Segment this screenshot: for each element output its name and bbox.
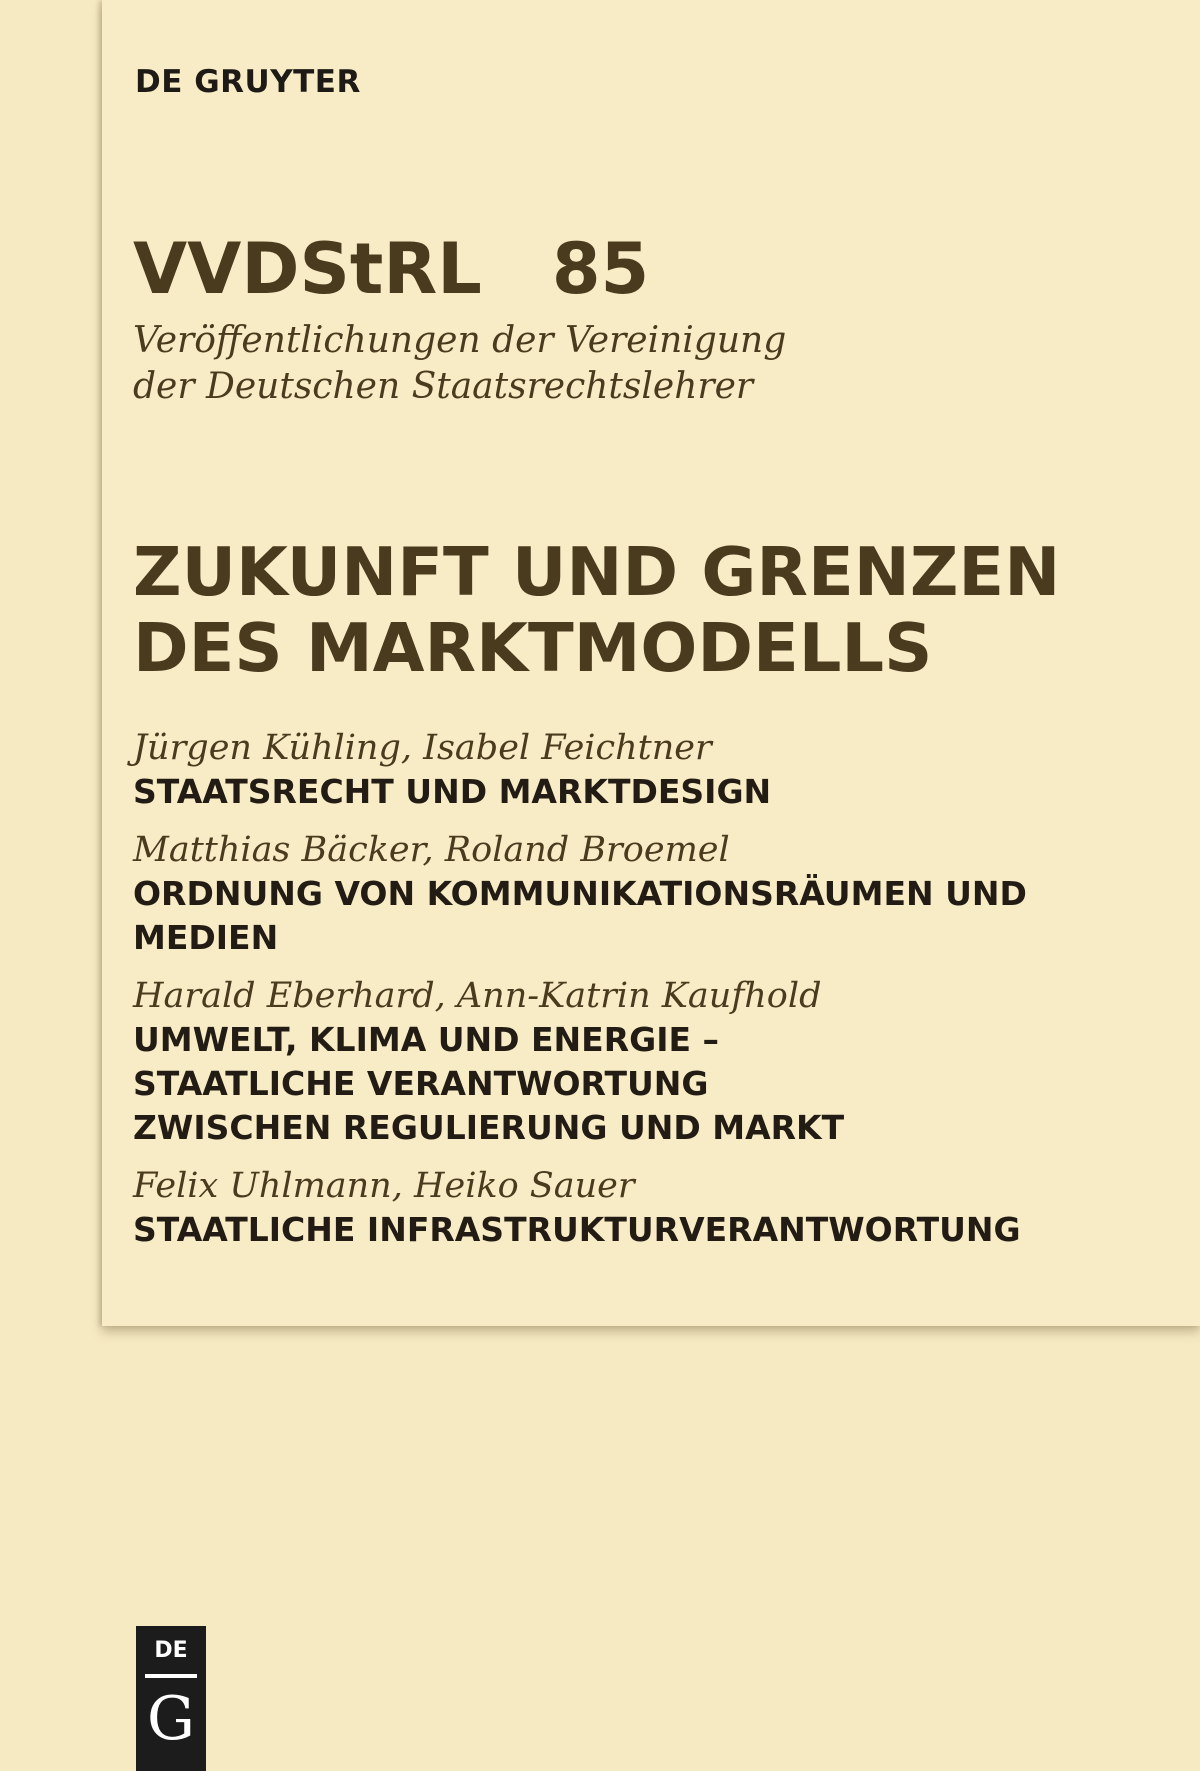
contribution-authors: Harald Eberhard, Ann-Katrin Kaufhold xyxy=(133,976,822,1016)
publisher-name: DE GRUYTER xyxy=(135,64,361,100)
series-subtitle xyxy=(133,318,833,410)
series-name: VVDStRL xyxy=(133,228,482,310)
contribution-authors: Matthias Bäcker, Roland Broemel xyxy=(133,830,730,870)
contribution-title-line: STAATSRECHT UND MARKTDESIGN xyxy=(133,772,772,811)
contribution xyxy=(133,1164,1173,1252)
contribution-title-line: STAATLICHE VERANTWORTUNG xyxy=(133,1064,709,1103)
contribution-authors: Jürgen Kühling, Isabel Feichtner xyxy=(133,728,712,768)
contribution-title-line: UMWELT, KLIMA UND ENERGIE – xyxy=(133,1020,720,1059)
book-title-line: ZUKUNFT UND GRENZEN xyxy=(133,533,1061,611)
contribution-title-line: ORDNUNG VON KOMMUNIKATIONSRÄUMEN UND xyxy=(133,874,1027,913)
contribution-title-line: STAATLICHE INFRASTRUKTURVERANTWORTUNG xyxy=(133,1210,1021,1249)
series-subtitle-line: Veröffentlichungen der Vereinigung xyxy=(133,320,787,361)
series-volume: 85 xyxy=(551,228,650,310)
contribution-title-line: ZWISCHEN REGULIERUNG UND MARKT xyxy=(133,1108,845,1147)
series-heading xyxy=(133,228,650,310)
contribution-title-line: MEDIEN xyxy=(133,918,279,957)
contribution xyxy=(133,726,1173,814)
contribution xyxy=(133,828,1173,960)
contribution-authors: Felix Uhlmann, Heiko Sauer xyxy=(133,1166,635,1206)
logo-g-letter: G xyxy=(147,1684,195,1754)
book-title xyxy=(133,534,1183,686)
logo-de-text: DE xyxy=(154,1638,188,1663)
series-subtitle-line: der Deutschen Staatsrechtslehrer xyxy=(133,366,754,407)
logo-divider xyxy=(145,1674,197,1678)
publisher-logo xyxy=(136,1626,206,1771)
contribution xyxy=(133,974,1173,1150)
contributions-list xyxy=(133,726,1173,1266)
book-title-line: DES MARKTMODELLS xyxy=(133,609,933,687)
